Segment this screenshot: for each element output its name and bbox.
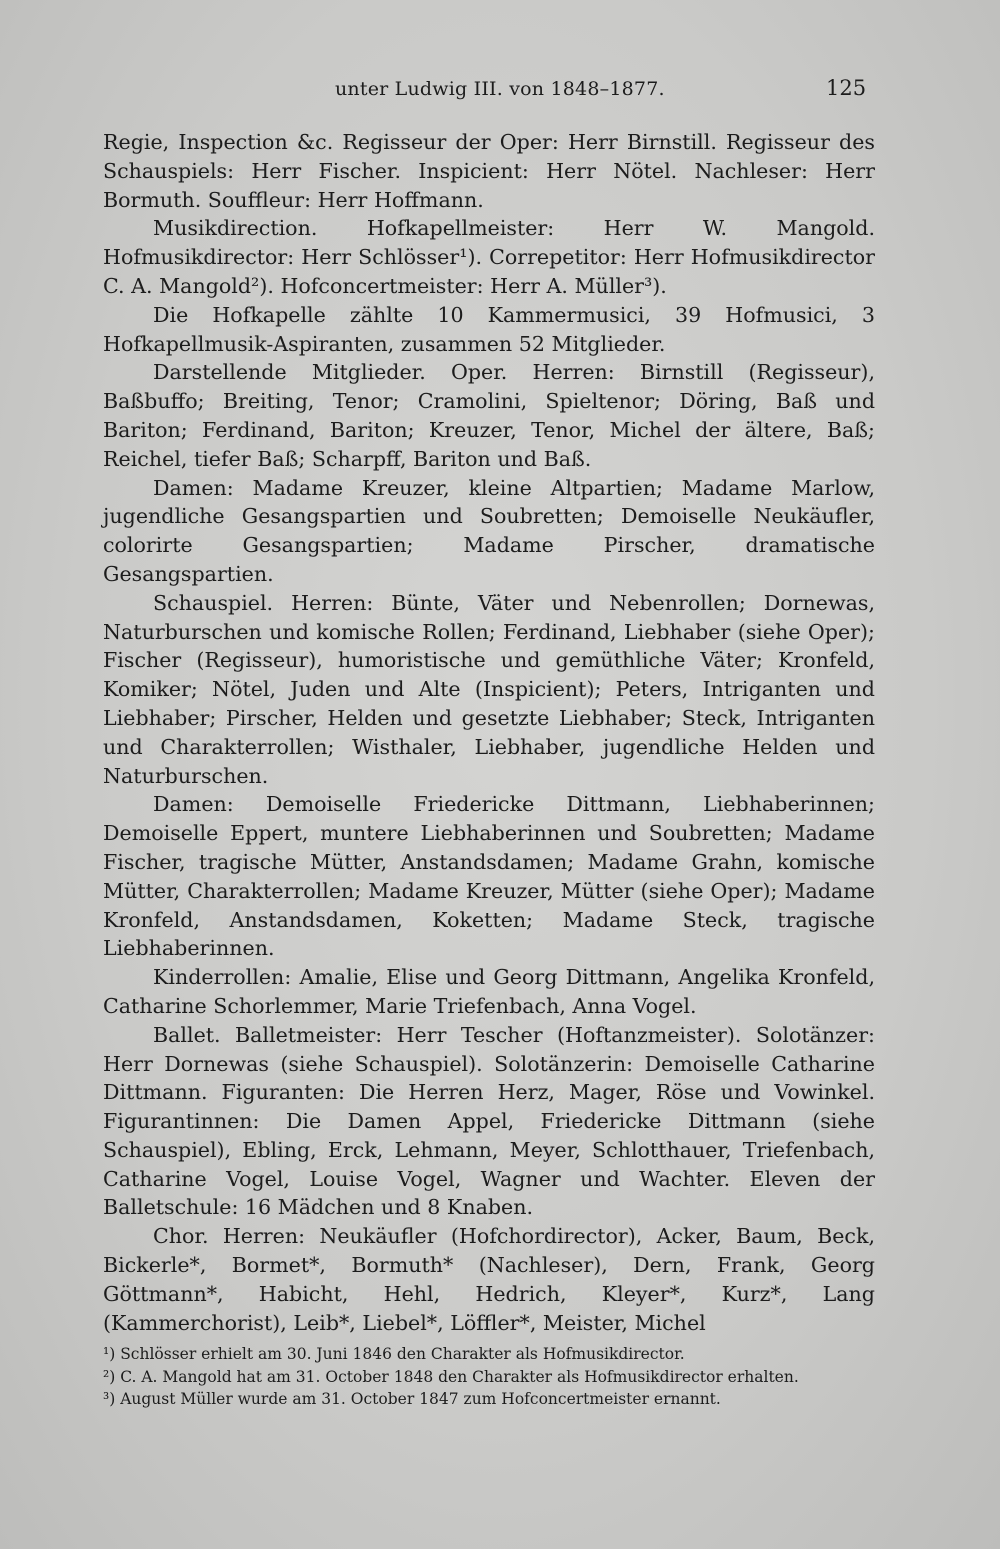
footnote-3: ³) August Müller wurde am 31. October 1847 zum Hofconcertmeister ernannt. [103,1390,721,1409]
footnote-1: ¹) Schlösser erhielt am 30. Juni 1846 den Charakter als Hofmusikdirector. [103,1345,685,1363]
paragraph-musikdirection: Musikdirection. Hofkapellmeister: Herr W. Mangold. Hofmusikdirector: Herr Schlösser¹). Correpetitor: Herr Hofmusikdirector C. A. Mangold²). Hofconcertmeister: Herr A. Müller³). [103,216,875,298]
paragraph-oper-herren: Darstellende Mitglieder. Oper. Herren: Birnstill (Regisseur), Baßbuffo; Breiting, Tenor; Cramolini, Spieltenor; Döring, Baß und Bariton; Ferdinand, Bariton; Kreuzer, Tenor, Michel der ältere, Baß; Reichel, tiefer Baß; Scharpff, Bariton und Baß. [103,360,875,471]
page-number: 125 [826,76,867,100]
body-text [103,128,875,1337]
paragraph-schauspiel-damen: Damen: Demoiselle Friedericke Dittmann, Liebhaberinnen; Demoiselle Eppert, muntere Liebhaberinnen und Soubretten; Madame Fischer, tragische Mütter, Anstandsdamen; Madame Grahn, komische Mütter, Charakterrollen; Madame Kreuzer, Mütter (siehe Oper); Madame Kronfeld, Anstandsdamen, Koketten; Madame Steck, tragische Liebhaberinnen. [103,792,875,961]
paragraph-schauspiel-herren: Schauspiel. Herren: Bünte, Väter und Nebenrollen; Dornewas, Naturburschen und komische Rollen; Ferdinand, Liebhaber (siehe Oper); Fischer (Regisseur), humoristische und gemüthliche Väter; Kronfeld, Komiker; Nötel, Juden und Alte (Inspicient); Peters, Intriganten und Liebhaber; Pirscher, Helden und gesetzte Liebhaber; Steck, Intriganten und Charakterrollen; Wisthaler, Liebhaber, jugendliche Helden und Naturburschen. [103,590,875,788]
paragraph-hofkapelle: Die Hofkapelle zählte 10 Kammermusici, 39 Hofmusici, 3 Hofkapellmusik-Aspiranten, zusammen 52 Mitglieder. [103,302,875,356]
paragraph-oper-damen: Damen: Madame Kreuzer, kleine Altpartien; Madame Marlow, jugendliche Gesangspartien und Soubretten; Demoiselle Neukäufler, colorirte Gesangspartien; Madame Pirscher, dramatische Gesangspartien. [103,475,875,586]
paragraph-chor: Chor. Herren: Neukäufler (Hofchordirector), Acker, Baum, Beck, Bickerle*, Bormet*, Bormuth* (Nachleser), Dern, Frank, Georg Göttmann*, Habicht, Hehl, Hedrich, Kleyer*, Kurz*, Lang (Kammerchorist), Leib*, Liebel*, Löffler*, Meister, Michel [103,1224,875,1335]
paragraph-kinderrollen: Kinderrollen: Amalie, Elise und Georg Dittmann, Angelika Kronfeld, Catharine Schorlemmer, Marie Triefenbach, Anna Vogel. [103,965,875,1018]
paragraph-ballet: Ballet. Balletmeister: Herr Tescher (Hoftanzmeister). Solotänzer: Herr Dornewas (siehe Schauspiel). Solotänzerin: Demoiselle Catharine Dittmann. Figuranten: Die Herren Herz, Mager, Röse und Vowinkel. Figurantinnen: Die Damen Appel, Friedericke Dittmann (siehe Schauspiel), Ebling, Erck, Lehmann, Meyer, Schlotthauer, Triefenbach, Catharine Vogel, Louise Vogel, Wagner und Wachter. Eleven der Balletschule: 16 Mädchen und 8 Knaben. [103,1022,875,1220]
page-header [0,78,1000,108]
paragraph-regie: Regie, Inspection &c. Regisseur der Oper: Herr Birnstill. Regisseur des Schauspiels: Herr Fischer. Inspicient: Herr Nötel. Nachleser: Herr Bormuth. Souffleur: Herr Hoffmann. [103,130,875,212]
footnote-2: ²) C. A. Mangold hat am 31. October 1848 den Charakter als Hofmusikdirector erhalten. [103,1367,799,1386]
running-head: unter Ludwig III. von 1848–1877. [335,78,665,100]
footnotes [103,1343,893,1411]
